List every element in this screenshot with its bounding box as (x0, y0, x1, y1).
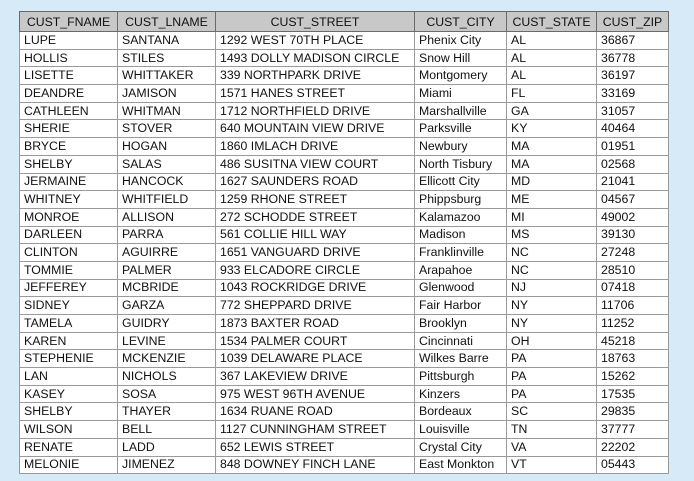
cell-cust-lname[interactable]: LADD (118, 438, 216, 456)
cell-cust-city[interactable]: Phenix City (415, 32, 507, 50)
cell-cust-state[interactable]: PA (507, 368, 597, 386)
cell-cust-state[interactable]: MA (507, 155, 597, 173)
cell-cust-city[interactable]: Pittsburgh (415, 368, 507, 386)
cell-cust-zip[interactable]: 40464 (597, 120, 669, 138)
cell-cust-city[interactable]: Kinzers (415, 385, 507, 403)
table-row[interactable] (20, 350, 669, 368)
cell-cust-zip[interactable]: 28510 (597, 261, 669, 279)
table-row[interactable] (20, 332, 669, 350)
cell-cust-state[interactable]: OH (507, 332, 597, 350)
cell-cust-lname[interactable]: WHITMAN (118, 102, 216, 120)
cell-cust-street[interactable]: 1873 BAXTER ROAD (216, 315, 415, 333)
cell-cust-fname[interactable]: HOLLIS (20, 49, 118, 67)
table-row[interactable] (20, 368, 669, 386)
column-header-cust-lname[interactable]: CUST_LNAME (118, 12, 216, 32)
cell-cust-street[interactable]: 272 SCHODDE STREET (216, 208, 415, 226)
cell-cust-lname[interactable]: ALLISON (118, 208, 216, 226)
cell-cust-state[interactable]: VA (507, 438, 597, 456)
cell-cust-street[interactable]: 1571 HANES STREET (216, 85, 415, 103)
table-row[interactable] (20, 297, 669, 315)
cell-cust-city[interactable]: Madison (415, 226, 507, 244)
table-body (20, 32, 669, 474)
cell-cust-state[interactable]: FL (507, 85, 597, 103)
cell-cust-zip[interactable]: 11252 (597, 315, 669, 333)
cell-cust-fname[interactable]: SIDNEY (20, 297, 118, 315)
cell-cust-fname[interactable]: TAMELA (20, 315, 118, 333)
cell-cust-fname[interactable]: DEANDRE (20, 85, 118, 103)
cell-cust-fname[interactable]: MELONIE (20, 456, 118, 474)
cell-cust-street[interactable]: 1493 DOLLY MADISON CIRCLE (216, 49, 415, 67)
customer-table-container (19, 11, 669, 474)
cell-cust-zip[interactable]: 07418 (597, 279, 669, 297)
table-row[interactable] (20, 120, 669, 138)
cell-cust-state[interactable]: PA (507, 385, 597, 403)
cell-cust-city[interactable]: Marshallville (415, 102, 507, 120)
cell-cust-lname[interactable]: MCKENZIE (118, 350, 216, 368)
cell-cust-fname[interactable]: CLINTON (20, 244, 118, 262)
cell-cust-street[interactable]: 1127 CUNNINGHAM STREET (216, 421, 415, 439)
cell-cust-state[interactable]: GA (507, 102, 597, 120)
cell-cust-city[interactable]: Cincinnati (415, 332, 507, 350)
table-row[interactable] (20, 49, 669, 67)
cell-cust-fname[interactable]: WHITNEY (20, 191, 118, 209)
cell-cust-zip[interactable]: 21041 (597, 173, 669, 191)
cell-cust-street[interactable]: 772 SHEPPARD DRIVE (216, 297, 415, 315)
cell-cust-city[interactable]: Parksville (415, 120, 507, 138)
table-row[interactable] (20, 173, 669, 191)
cell-cust-city[interactable]: Montgomery (415, 67, 507, 85)
cell-cust-city[interactable]: Snow Hill (415, 49, 507, 67)
cell-cust-city[interactable]: Ellicott City (415, 173, 507, 191)
table-row[interactable] (20, 244, 669, 262)
cell-cust-zip[interactable]: 33169 (597, 85, 669, 103)
table-row[interactable] (20, 315, 669, 333)
column-header-cust-fname[interactable]: CUST_FNAME (20, 12, 118, 32)
cell-cust-city[interactable]: Newbury (415, 138, 507, 156)
customer-table (19, 11, 669, 474)
table-row[interactable] (20, 438, 669, 456)
cell-cust-state[interactable]: AL (507, 67, 597, 85)
cell-cust-zip[interactable]: 15262 (597, 368, 669, 386)
cell-cust-lname[interactable]: WHITFIELD (118, 191, 216, 209)
cell-cust-street[interactable]: 367 LAKEVIEW DRIVE (216, 368, 415, 386)
column-header-cust-zip[interactable]: CUST_ZIP (597, 12, 669, 32)
column-header-cust-city[interactable]: CUST_CITY (415, 12, 507, 32)
cell-cust-fname[interactable]: BRYCE (20, 138, 118, 156)
cell-cust-lname[interactable]: SANTANA (118, 32, 216, 50)
table-row[interactable] (20, 102, 669, 120)
cell-cust-fname[interactable]: KASEY (20, 385, 118, 403)
cell-cust-state[interactable]: AL (507, 49, 597, 67)
cell-cust-zip[interactable]: 05443 (597, 456, 669, 474)
table-row[interactable] (20, 67, 669, 85)
cell-cust-zip[interactable]: 36197 (597, 67, 669, 85)
cell-cust-street[interactable]: 1634 RUANE ROAD (216, 403, 415, 421)
cell-cust-zip[interactable]: 27248 (597, 244, 669, 262)
cell-cust-zip[interactable]: 11706 (597, 297, 669, 315)
cell-cust-lname[interactable]: SOSA (118, 385, 216, 403)
cell-cust-street[interactable]: 933 ELCADORE CIRCLE (216, 261, 415, 279)
table-row[interactable] (20, 32, 669, 50)
cell-cust-street[interactable]: 652 LEWIS STREET (216, 438, 415, 456)
cell-cust-lname[interactable]: GUIDRY (118, 315, 216, 333)
cell-cust-fname[interactable]: KAREN (20, 332, 118, 350)
cell-cust-street[interactable]: 1039 DELAWARE PLACE (216, 350, 415, 368)
cell-cust-state[interactable]: NJ (507, 279, 597, 297)
table-row[interactable] (20, 85, 669, 103)
cell-cust-zip[interactable]: 31057 (597, 102, 669, 120)
cell-cust-fname[interactable]: LISETTE (20, 67, 118, 85)
cell-cust-zip[interactable]: 02568 (597, 155, 669, 173)
cell-cust-street[interactable]: 848 DOWNEY FINCH LANE (216, 456, 415, 474)
table-row[interactable] (20, 138, 669, 156)
cell-cust-street[interactable]: 1651 VANGUARD DRIVE (216, 244, 415, 262)
cell-cust-street[interactable]: 1860 IMLACH DRIVE (216, 138, 415, 156)
cell-cust-state[interactable]: VT (507, 456, 597, 474)
cell-cust-fname[interactable]: LAN (20, 368, 118, 386)
cell-cust-zip[interactable]: 36867 (597, 32, 669, 50)
table-header (20, 12, 669, 32)
cell-cust-fname[interactable]: SHELBY (20, 155, 118, 173)
cell-cust-city[interactable]: Kalamazoo (415, 208, 507, 226)
cell-cust-zip[interactable]: 01951 (597, 138, 669, 156)
cell-cust-lname[interactable]: SALAS (118, 155, 216, 173)
cell-cust-street[interactable]: 1043 ROCKRIDGE DRIVE (216, 279, 415, 297)
cell-cust-city[interactable]: Franklinville (415, 244, 507, 262)
cell-cust-lname[interactable]: HANCOCK (118, 173, 216, 191)
cell-cust-street[interactable]: 1534 PALMER COURT (216, 332, 415, 350)
cell-cust-fname[interactable]: WILSON (20, 421, 118, 439)
cell-cust-city[interactable]: Crystal City (415, 438, 507, 456)
cell-cust-zip[interactable]: 04567 (597, 191, 669, 209)
cell-cust-state[interactable]: MI (507, 208, 597, 226)
column-header-cust-street[interactable]: CUST_STREET (216, 12, 415, 32)
cell-cust-lname[interactable]: LEVINE (118, 332, 216, 350)
cell-cust-state[interactable]: MD (507, 173, 597, 191)
cell-cust-zip[interactable]: 18763 (597, 350, 669, 368)
table-row[interactable] (20, 456, 669, 474)
table-row[interactable] (20, 191, 669, 209)
cell-cust-zip[interactable]: 37777 (597, 421, 669, 439)
table-row[interactable] (20, 208, 669, 226)
header-row (20, 12, 669, 32)
cell-cust-zip[interactable]: 45218 (597, 332, 669, 350)
table-row[interactable] (20, 385, 669, 403)
cell-cust-fname[interactable]: MONROE (20, 208, 118, 226)
cell-cust-state[interactable]: SC (507, 403, 597, 421)
cell-cust-street[interactable]: 1259 RHONE STREET (216, 191, 415, 209)
cell-cust-street[interactable]: 640 MOUNTAIN VIEW DRIVE (216, 120, 415, 138)
cell-cust-fname[interactable]: DARLEEN (20, 226, 118, 244)
cell-cust-zip[interactable]: 36778 (597, 49, 669, 67)
cell-cust-street[interactable]: 975 WEST 96TH AVENUE (216, 385, 415, 403)
cell-cust-fname[interactable]: RENATE (20, 438, 118, 456)
cell-cust-state[interactable]: AL (507, 32, 597, 50)
cell-cust-state[interactable]: ME (507, 191, 597, 209)
cell-cust-state[interactable]: KY (507, 120, 597, 138)
cell-cust-city[interactable]: Glenwood (415, 279, 507, 297)
cell-cust-zip[interactable]: 29835 (597, 403, 669, 421)
cell-cust-zip[interactable]: 22202 (597, 438, 669, 456)
cell-cust-street[interactable]: 1627 SAUNDERS ROAD (216, 173, 415, 191)
cell-cust-lname[interactable]: NICHOLS (118, 368, 216, 386)
cell-cust-fname[interactable]: CATHLEEN (20, 102, 118, 120)
cell-cust-city[interactable]: Fair Harbor (415, 297, 507, 315)
cell-cust-street[interactable]: 339 NORTHPARK DRIVE (216, 67, 415, 85)
cell-cust-zip[interactable]: 17535 (597, 385, 669, 403)
cell-cust-street[interactable]: 1712 NORTHFIELD DRIVE (216, 102, 415, 120)
cell-cust-street[interactable]: 1292 WEST 70TH PLACE (216, 32, 415, 50)
cell-cust-lname[interactable]: JIMENEZ (118, 456, 216, 474)
cell-cust-fname[interactable]: STEPHENIE (20, 350, 118, 368)
cell-cust-fname[interactable]: SHERIE (20, 120, 118, 138)
table-row[interactable] (20, 279, 669, 297)
cell-cust-state[interactable]: NY (507, 297, 597, 315)
column-header-cust-state[interactable]: CUST_STATE (507, 12, 597, 32)
cell-cust-lname[interactable]: WHITTAKER (118, 67, 216, 85)
table-row[interactable] (20, 226, 669, 244)
table-row[interactable] (20, 155, 669, 173)
cell-cust-state[interactable]: MA (507, 138, 597, 156)
cell-cust-state[interactable]: MS (507, 226, 597, 244)
table-row[interactable] (20, 421, 669, 439)
table-row[interactable] (20, 261, 669, 279)
cell-cust-street[interactable]: 561 COLLIE HILL WAY (216, 226, 415, 244)
cell-cust-fname[interactable]: JEFFEREY (20, 279, 118, 297)
cell-cust-city[interactable]: Bordeaux (415, 403, 507, 421)
cell-cust-lname[interactable]: PALMER (118, 261, 216, 279)
cell-cust-city[interactable]: North Tisbury (415, 155, 507, 173)
cell-cust-state[interactable]: NC (507, 244, 597, 262)
cell-cust-zip[interactable]: 49002 (597, 208, 669, 226)
cell-cust-city[interactable]: Wilkes Barre (415, 350, 507, 368)
cell-cust-state[interactable]: NY (507, 315, 597, 333)
cell-cust-city[interactable]: Brooklyn (415, 315, 507, 333)
cell-cust-state[interactable]: PA (507, 350, 597, 368)
cell-cust-lname[interactable]: PARRA (118, 226, 216, 244)
cell-cust-lname[interactable]: THAYER (118, 403, 216, 421)
cell-cust-street[interactable]: 486 SUSITNA VIEW COURT (216, 155, 415, 173)
cell-cust-lname[interactable]: BELL (118, 421, 216, 439)
cell-cust-city[interactable]: Louisville (415, 421, 507, 439)
cell-cust-city[interactable]: Phippsburg (415, 191, 507, 209)
cell-cust-lname[interactable]: STILES (118, 49, 216, 67)
cell-cust-fname[interactable]: JERMAINE (20, 173, 118, 191)
cell-cust-city[interactable]: Miami (415, 85, 507, 103)
cell-cust-fname[interactable]: TOMMIE (20, 261, 118, 279)
cell-cust-state[interactable]: TN (507, 421, 597, 439)
cell-cust-fname[interactable]: LUPE (20, 32, 118, 50)
cell-cust-zip[interactable]: 39130 (597, 226, 669, 244)
cell-cust-lname[interactable]: HOGAN (118, 138, 216, 156)
cell-cust-city[interactable]: East Monkton (415, 456, 507, 474)
table-row[interactable] (20, 403, 669, 421)
cell-cust-lname[interactable]: AGUIRRE (118, 244, 216, 262)
cell-cust-city[interactable]: Arapahoe (415, 261, 507, 279)
cell-cust-lname[interactable]: STOVER (118, 120, 216, 138)
cell-cust-fname[interactable]: SHELBY (20, 403, 118, 421)
cell-cust-state[interactable]: NC (507, 261, 597, 279)
cell-cust-lname[interactable]: MCBRIDE (118, 279, 216, 297)
cell-cust-lname[interactable]: GARZA (118, 297, 216, 315)
cell-cust-lname[interactable]: JAMISON (118, 85, 216, 103)
